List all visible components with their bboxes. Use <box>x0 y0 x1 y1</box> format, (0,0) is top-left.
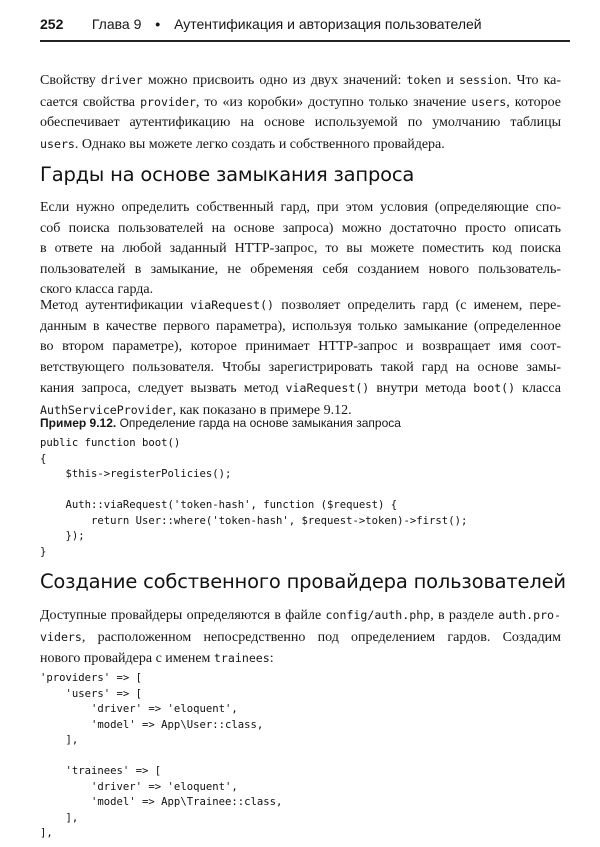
text-line: сается свойства provider, то «из коробки» доступно только значение users, которое <box>40 94 561 110</box>
text-line: соб поиска пользователей на основе запроса) можно достаточно просто описать <box>40 220 561 236</box>
section-heading: Создание собственного провайдера пользователей <box>40 570 566 593</box>
text-line: Если нужно определить собственный гард, при этом условия (определяющие спо- <box>40 200 561 215</box>
text-line: ского класса гарда. <box>40 282 154 297</box>
running-header <box>40 16 570 36</box>
paragraph-providers <box>40 605 561 670</box>
text-line: viders, расположенном непосредственно под определением гардов. Создадим <box>40 629 561 645</box>
chapter-label: Глава 9 <box>91 16 142 32</box>
text-line: Доступные провайдеры определяются в файле config/auth.php, в разделе auth.pro- <box>40 608 562 623</box>
code-providers-config: 'providers' => [ 'users' => [ 'driver' => 'eloquent', 'model' => App\User::class, ], 'trainees' => [ 'driver' => 'eloquent', 'model' => App\Trainee::class, ], ], <box>40 672 283 839</box>
chapter-title: Аутентификация и авторизация пользователей <box>174 16 482 32</box>
code-example-9-12: public function boot() { $this->registerPolicies(); Auth::viaRequest('token-hash', function ($request) { return User::where('token-hash', $request->token)->first(); }); } <box>40 437 468 558</box>
paragraph-driver-provider <box>40 70 561 155</box>
paragraph-viarequest <box>40 295 561 421</box>
text-line: users. Однако вы можете легко создать и собственного провайдера. <box>40 136 445 152</box>
example-label: Пример 9.12. <box>40 416 117 430</box>
paragraph-custom-guard <box>40 198 561 301</box>
example-title: Определение гарда на основе замыкания запроса <box>116 416 401 430</box>
header-rule <box>40 40 570 42</box>
text-line: AuthServiceProvider, как показано в примере 9.12. <box>40 402 352 418</box>
page-number: 252 <box>40 16 64 32</box>
text-line: данным в качестве первого параметра), используя только замыкание (определенное <box>40 318 561 334</box>
text-line: в ответе на любой заданный HTTP-запрос, то вы можете поместить код поиска <box>40 241 561 256</box>
example-caption <box>40 416 401 430</box>
section-heading: Гарды на основе замыкания запроса <box>40 163 415 186</box>
text-line: во втором параметре), которое принимает HTTP-запрос и возвращает имя соот- <box>40 339 561 354</box>
text-line: кания запроса, следует вызвать метод viaRequest() внутри метода boot() класса <box>40 381 562 396</box>
text-line: ветствующего пользователя. Чтобы зарегистрировать такой гард на основе замы- <box>40 359 561 375</box>
text-line: Свойству driver можно присвоить одно из двух значений: token и session. Что ка- <box>40 73 562 88</box>
text-line: пользователей в замыкание, не обременяя себя созданием нового пользователь- <box>40 261 561 277</box>
header-bullet: • <box>155 16 161 32</box>
text-line: обеспечивает аутентификацию на основе используемой по умолчанию таблицы <box>40 115 561 130</box>
text-line: нового провайдера с именем trainees: <box>40 651 274 666</box>
text-line: Метод аутентификации viaRequest() позволяет определить гард (с именем, пере- <box>40 298 561 313</box>
